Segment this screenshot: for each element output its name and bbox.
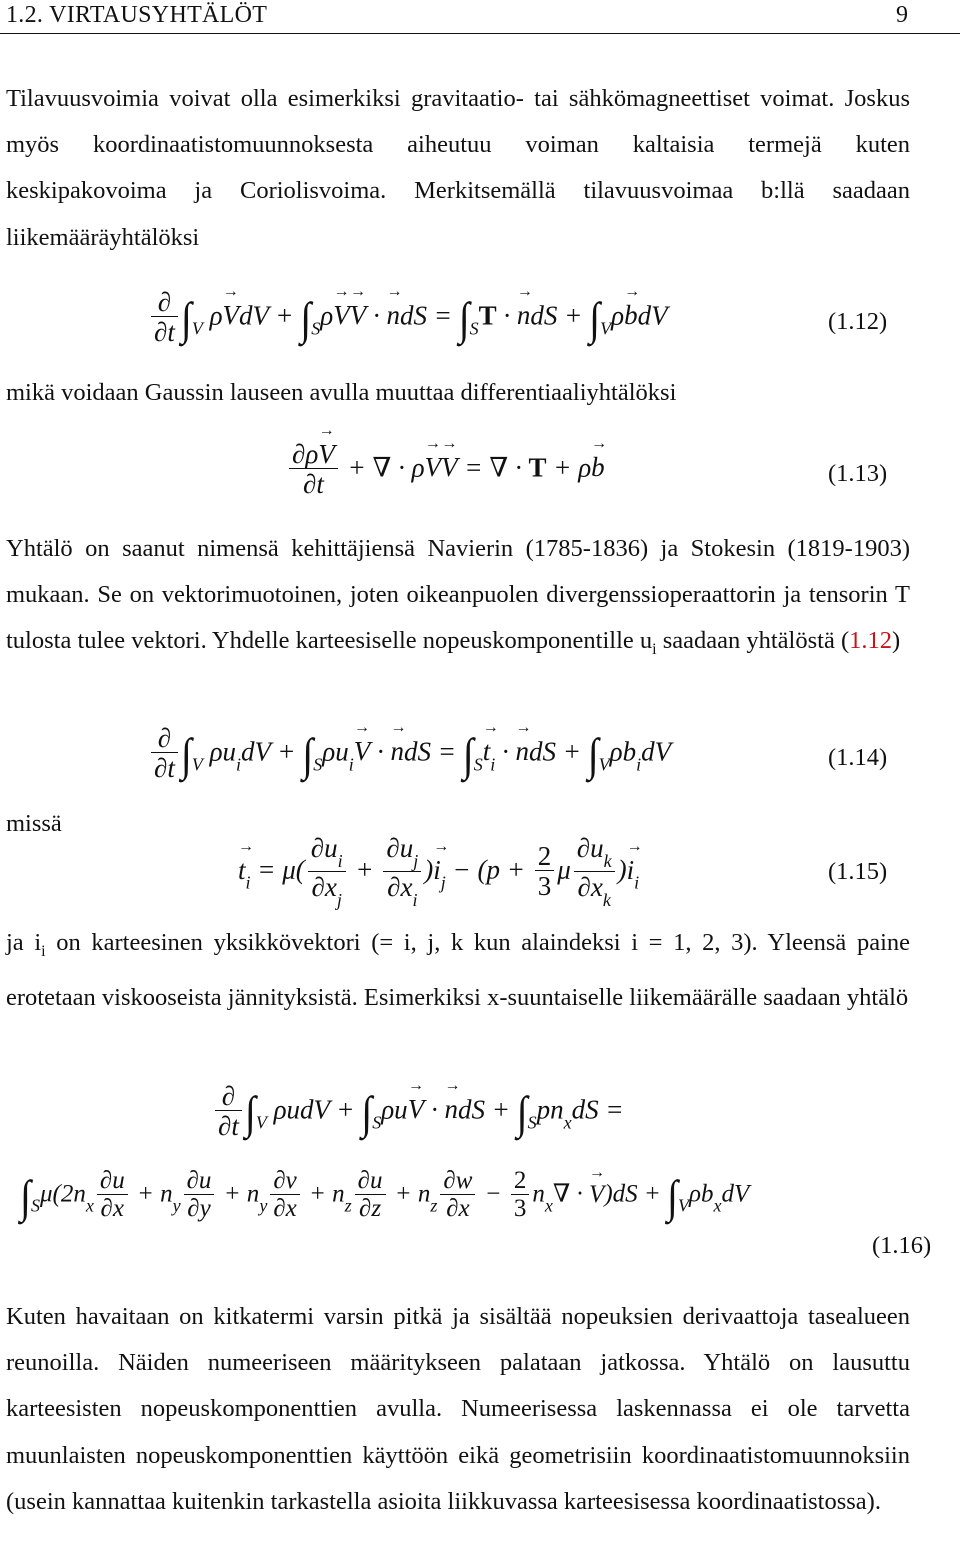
closing-paren: ) [892, 627, 901, 655]
equation-1-13-body: $\frac{\partial\rho\to V}{\partial t}$ + ∇ · ρ→ V→ V = ∇ · T + ρ→ b [286, 440, 605, 500]
equation-number-1-15: (1.15) [828, 858, 888, 885]
equation-1-14-body: $\frac{\partial}{\partial t}$ $\int_V$ $\rho u_idV + \int_S\rho u_i\to V$ · → ndS = $\int_S\to t_i$ · → ndS + $\int_V\rho b_idV$ [148, 724, 671, 784]
equation-number-1-14: (1.14) [828, 744, 888, 771]
paragraph-unit-vector-text: on karteesinen yksikkövektori (= i, j, k kun alaindeksi i = 1, 2, 3). Yleensä paine erotetaan viskooseista jännityksistä. Esimerkiksi x-suuntaiselle liikemäärälle saadaan yhtälö [6, 929, 910, 1012]
equation-1-12 [0, 288, 960, 358]
subscript-i-2: i [41, 942, 46, 960]
equation-1-15 [0, 834, 960, 914]
equation-1-15-body: → $t_i = \mu$( $\frac{\partial u_i}{\partial x_j}$ + $\frac{\partial u_j}{\partial x_i}$ )→ $i_j - (p$ + $\frac{2}{3}$ μ $\frac{\partial u_k}{\partial x_k}$ )→ $i_i$ [238, 834, 639, 911]
paragraph-conclusion: Kuten havaitaan on kitkatermi varsin pitkä ja sisältää nopeuksien derivaattoja tasealueen reunoilla. Näiden numeeriseen määritykseen palataan jatkossa. Yhtälö on lausuttu karteesisten nopeuskomponenttien avulla. Numeerisessa laskennassa ei ole tarvetta muunlaisten nopeuskomponenttien käyttöön eikä geometrisiin koordinaatistomuunnoksiin (usein kannattaa kuitenkin tarkastella asioita liikkuvassa karteesisessa koordinaatistossa). [6, 1303, 910, 1515]
equation-1-16-line1 [0, 1082, 960, 1152]
paragraph-gauss: mikä voidaan Gaussin lauseen avulla muuttaa differentiaaliyhtälöksi [6, 379, 677, 406]
paragraph-navier-stokes [6, 526, 910, 674]
paragraph-unit-vector [6, 920, 910, 1021]
page-number: 9 [896, 2, 908, 28]
label-missa: missä [6, 810, 62, 837]
subscript-i: i [652, 641, 657, 659]
paragraph-navier-stokes-text: Yhtälö on saanut nimensä kehittäjiensä Navierin (1785-1836) ja Stokesin (1819-1903) mukaan. Se on vektorimuotoinen, joten oikeanpuolen divergenssioperaattorin ja tensorin T tulosta tulee vektori. Yhdelle karteesiselle nopeuskomponentille u [6, 535, 910, 655]
paragraph-unit-vector-start: ja i [6, 929, 42, 956]
equation-1-12-body: $\frac{\partial}{\partial t}$ $\int_V$ ρ→ VdV + $\int_S\rho\to V\to V$ · → ndS = $\int_ST$ · → ndS + $\int_V\rho\to$ bdV [148, 288, 668, 348]
equation-number-1-12: (1.12) [828, 308, 888, 335]
header-rule [0, 33, 960, 34]
equation-1-16-line2 [0, 1168, 960, 1258]
equation-1-13 [0, 440, 960, 520]
equation-1-16-line1-body: $\frac{\partial}{\partial t}$ $\int_V$ $\rho udV + \int_S\rho u\to V$ · → ndS + $\int_Spn_xdS$ = [212, 1082, 624, 1142]
equation-1-14 [0, 724, 960, 794]
paragraph-intro: Tilavuusvoimia voivat olla esimerkiksi gravitaatio- tai sähkömagneettiset voimat. Joskus myös koordinaatistomuunnoksesta aiheutuu voiman kaltaisia termejä kuten keskipakovoima ja Coriolisvoima. Merkitsemällä tilavuusvoimaa b:llä saadaan liikemääräyhtälöksi [6, 85, 910, 251]
equation-1-16-line2-body: $\int_S\mu(2n_x$ $\frac{\partial u}{\partial x}$ + $n_y$ $\frac{\partial u}{\partial y}$ + $n_y$ $\frac{\partial v}{\partial x}$ + $n_z$ $\frac{\partial u}{\partial z}$ + $n_z$ $\frac{\partial w}{\partial x}$ − $\frac{2}{3}$ $n_x\nabla$ · → $V)dS + \int_V\rho b_xdV$ [20, 1168, 749, 1224]
equation-number-1-16: (1.16) [872, 1232, 932, 1259]
running-title: 1.2. VIRTAUSYHTÄLÖT [6, 2, 268, 28]
paragraph-navier-stokes-tail: saadaan yhtälöstä ( [656, 627, 850, 655]
page-header [0, 0, 960, 34]
equation-reference-link[interactable]: 1.12 [849, 627, 892, 655]
equation-number-1-13: (1.13) [828, 460, 888, 487]
